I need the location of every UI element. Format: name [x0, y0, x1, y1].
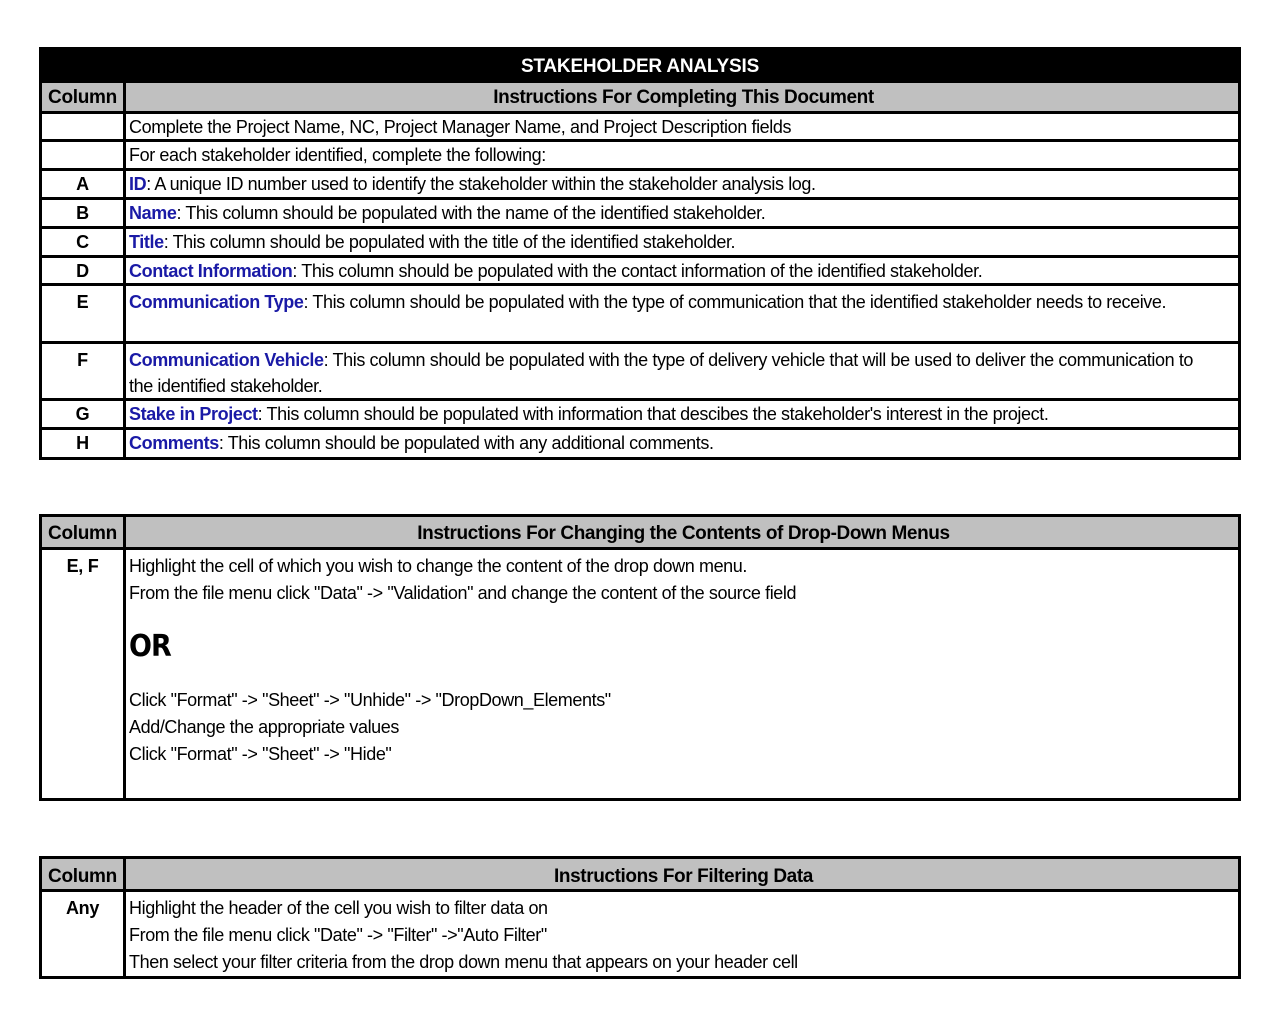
row-instruction: [126, 258, 1238, 283]
or-separator: OR: [129, 629, 171, 664]
table-row: [42, 892, 1238, 976]
row-text: Complete the Project Name, NC, Project Manager Name, and Project Description fields: [129, 117, 792, 137]
table-row: [42, 344, 1238, 401]
row-text: : This column should be populated with the type of delivery vehicle that will be used to deliver the communication to the identified stakeholder.: [129, 350, 1194, 396]
row-instruction: [126, 171, 1238, 197]
filtering-instructions-table: [39, 856, 1241, 979]
row-instruction: [126, 114, 1238, 139]
row-term: Title: [129, 232, 164, 252]
row-instruction: [126, 430, 1238, 457]
row-term: Stake in Project: [129, 404, 258, 424]
row-column-letter: Any: [42, 892, 126, 976]
row-instruction: [126, 286, 1238, 341]
table-header-row: [42, 517, 1238, 550]
table-row: [42, 142, 1238, 171]
row-column-letter: [42, 114, 126, 139]
instructions-header: Instructions For Completing This Document: [493, 87, 874, 108]
table-row: [42, 114, 1238, 142]
table-row: [42, 229, 1238, 258]
instructions-header: Instructions For Filtering Data: [554, 866, 813, 887]
row-term: Communication Type: [129, 292, 304, 312]
column-header: Column: [42, 83, 126, 111]
instruction-line: Then select your filter criteria from the drop down menu that appears on your header cell: [129, 952, 798, 972]
table-row: [42, 258, 1238, 286]
row-text: : This column should be populated with information that descibes the stakeholder's interest in the project.: [257, 404, 1049, 424]
instruction-line: Highlight the cell of which you wish to change the content of the drop down menu.: [129, 556, 747, 576]
row-text: : This column should be populated with any additional comments.: [218, 433, 714, 453]
row-text: : This column should be populated with the title of the identified stakeholder.: [163, 232, 736, 252]
row-column-letter: H: [42, 430, 126, 457]
row-text: : This column should be populated with the type of communication that the identified stakeholder needs to receive.: [303, 292, 1167, 312]
row-column-letter: F: [42, 344, 126, 398]
row-instruction: [126, 142, 1238, 168]
row-instruction: [126, 892, 1238, 976]
table-title: STAKEHOLDER ANALYSIS: [42, 50, 1238, 83]
table-row: [42, 171, 1238, 200]
column-header: Column: [42, 859, 126, 889]
row-text: For each stakeholder identified, complete the following:: [129, 145, 546, 165]
row-instruction: [126, 401, 1238, 427]
dropdown-instructions-table: [39, 514, 1241, 801]
table-header-row: [42, 859, 1238, 892]
row-term: ID: [129, 174, 147, 194]
row-column-letter: E: [42, 286, 126, 341]
row-text: : A unique ID number used to identify the stakeholder within the stakeholder analysis log.: [146, 174, 816, 194]
instruction-line: From the file menu click "Data" -> "Validation" and change the content of the source field: [129, 583, 797, 603]
table-row: [42, 430, 1238, 457]
table-header-row: [42, 83, 1238, 114]
row-column-letter: [42, 142, 126, 168]
row-column-letter: E, F: [42, 550, 126, 798]
instruction-line: From the file menu click "Date" -> "Filter" ->"Auto Filter": [129, 925, 547, 945]
row-column-letter: B: [42, 200, 126, 226]
table-row: [42, 401, 1238, 430]
table-row: [42, 550, 1238, 798]
row-term: Name: [129, 203, 177, 223]
row-column-letter: G: [42, 401, 126, 427]
row-instruction: [126, 344, 1238, 398]
row-text: : This column should be populated with the name of the identified stakeholder.: [176, 203, 766, 223]
row-instruction: [126, 200, 1238, 226]
table-row: [42, 200, 1238, 229]
row-term: Contact Information: [129, 261, 293, 281]
instruction-line: Click "Format" -> "Sheet" -> "Unhide" -> "DropDown_Elements": [129, 690, 611, 710]
row-instruction: [126, 550, 1238, 798]
row-column-letter: D: [42, 258, 126, 283]
row-term: Communication Vehicle: [129, 350, 324, 370]
instructions-header: Instructions For Changing the Contents of Drop-Down Menus: [417, 523, 950, 544]
stakeholder-analysis-table: [39, 47, 1241, 460]
row-column-letter: A: [42, 171, 126, 197]
column-header: Column: [42, 517, 126, 547]
instruction-line: Click "Format" -> "Sheet" -> "Hide": [129, 744, 392, 764]
row-column-letter: C: [42, 229, 126, 255]
row-text: : This column should be populated with the contact information of the identified stakeholder.: [292, 261, 983, 281]
table-row: [42, 286, 1238, 344]
instruction-line: Add/Change the appropriate values: [129, 717, 400, 737]
row-instruction: [126, 229, 1238, 255]
row-term: Comments: [129, 433, 219, 453]
instruction-line: Highlight the header of the cell you wish to filter data on: [129, 898, 548, 918]
